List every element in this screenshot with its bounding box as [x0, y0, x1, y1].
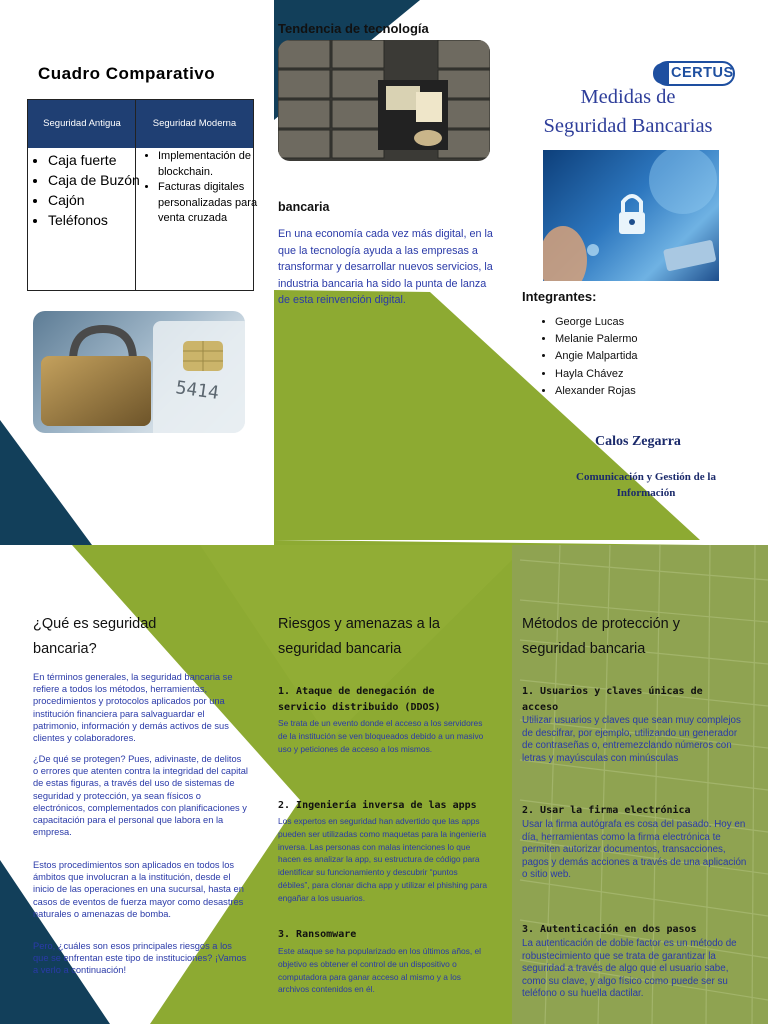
- method-2-text: Usar la firma autógrafa es cosa del pasado. Hoy en día, herramientas como la firma electrónica te permiten autorizar documentos, transacciones, pagos y demás acciones a través de una aplicación o sitio web.: [522, 819, 747, 881]
- list-item: • George Lucas: [555, 314, 638, 331]
- table-header-old: Seguridad Antigua: [43, 118, 121, 129]
- members-list: [537, 314, 638, 400]
- list-item: • Cajón: [48, 190, 148, 210]
- panel2-heading-top: Tendencia de tecnología: [278, 21, 429, 36]
- method-1-text: Utilizar usuarios y claves que sean muy complejos de descifrar, por ejemplo, utilizando un generador de contraseñas o, entremezclando números con letras y mayúsculas con minúsculas: [522, 715, 741, 764]
- brochure-title-line2: Seguridad Bancarias: [543, 115, 713, 137]
- risk-1-text: Se trata de un evento donde el acceso a los servidores de la institución se ven bloqueados debido a un masivo uso y peticiones de acceso a los mismos.: [278, 718, 484, 754]
- padlock-card-image: [33, 311, 245, 433]
- table-header-new: Seguridad Moderna: [152, 118, 237, 129]
- teacher-name: Calos Zegarra: [595, 434, 681, 449]
- list-item: • Angie Malpartida: [555, 348, 638, 365]
- panel4-paragraph-2: ¿De qué se protegen? Pues, adivinaste, de delitos o errores que atenten contra la integridad del capital de estas figuras, a través del uso de sistemas de seguridad y protección, ya sean físicos o electrónicos, complementados con planificaciones y capacitación para el personal que labora en la empresa.: [33, 754, 248, 838]
- panel4-paragraph-3: Estos procedimientos son aplicados en todos los ámbitos que involucran a la institución, desde el inicio de las operaciones en una sucursal, hasta en casos de eventos de fuerza mayor como desastres naturales o amenazas de bomba.: [33, 860, 244, 919]
- members-heading: Integrantes:: [522, 289, 597, 304]
- panel4-paragraph-1: En términos generales, la seguridad bancaria se refiere a todos los métodos, herramientas, procedimientos y protocolos aplicados por una institución financiera para salvaguardar el patrimonio, información y demás activos de sus clientes y colaboradores.: [33, 672, 233, 744]
- panel2-paragraph: En una economía cada vez más digital, en la que la tecnología ayuda a las empresas a transformar y desarrollar nuevos servicios, la industria bancaria ha sido la punta de lanza de esta reinvención digital.: [278, 228, 493, 306]
- certus-logo: [655, 61, 735, 86]
- method-3-text: La autenticación de doble factor es un método de robustecimiento que se trata de garantizar la seguridad a través de algo que el usuario sabe, como su clave, y algo físico como puede ser su teléfono o su huella dactilar.: [522, 938, 737, 1000]
- list-item: • Caja de Buzón: [48, 170, 148, 190]
- panel4-heading: ¿Qué es seguridad bancaria?: [33, 616, 157, 657]
- panel1-title: Cuadro Comparativo: [38, 64, 216, 83]
- method-3-title: 3. Autenticación en dos pasos: [522, 924, 697, 935]
- panel2-heading-bottom: bancaria: [278, 200, 330, 214]
- svg-text:5414: 5414: [174, 377, 221, 404]
- panel2-green-bottom: [274, 540, 705, 545]
- certus-logo-text: CERTUS: [671, 65, 734, 81]
- brochure-title-line1: Medidas de: [580, 86, 676, 108]
- list-item: • Hayla Chávez: [555, 366, 638, 383]
- list-item: • Teléfonos: [48, 210, 148, 230]
- course-line1: Comunicación y Gestión de la: [576, 471, 716, 483]
- old-security-list: [30, 150, 148, 230]
- cyber-security-image: [543, 150, 719, 281]
- list-item: • Alexander Rojas: [555, 383, 638, 400]
- panel5-heading: Riesgos y amenazas a la seguridad bancaria: [278, 616, 440, 657]
- course-line2: Información: [616, 487, 676, 499]
- risk-2-title: 2. Ingeniería inversa de las apps: [278, 800, 477, 811]
- risk-2-text: Los expertos en seguridad han advertido que las apps pueden ser utilizadas como maquetas para la ingeniería inversa. Las personas con malas intenciones lo que hacen es analizar la app, su estructura de código para identificar su funcionamiento y descubrir “puntos débiles”, para clonar dicha app y utilizar el phishing para engañar a los usuarios.: [278, 816, 488, 903]
- modern-security-list: [140, 149, 266, 227]
- list-item: • Melanie Palermo: [555, 331, 638, 348]
- safe-deposit-image: [278, 40, 490, 161]
- certus-logo-swoosh: [653, 63, 669, 84]
- list-item: • Facturas digitales personalizadas para venta cruzada: [158, 180, 266, 227]
- method-1-title: 1. Usuarios y claves únicas de acceso: [522, 686, 703, 713]
- risk-1-title: 1. Ataque de denegación de servicio distribuido (DDOS): [278, 686, 441, 713]
- panel6-heading: Métodos de protección y seguridad bancaria: [522, 616, 680, 657]
- risk-3-text: Este ataque se ha popularizado en los últimos años, el objetivo es obtener el control de un dispositivo o computadora para ganar acceso al mismo y a los archivos contenidos en él.: [278, 946, 481, 995]
- list-item: • Implementación de blockchain.: [158, 149, 266, 180]
- panel1-navy-corner: [0, 420, 92, 545]
- list-item: • Caja fuerte: [48, 150, 148, 170]
- comparison-table: [27, 99, 258, 291]
- method-2-title: 2. Usar la firma electrónica: [522, 805, 691, 816]
- panel4-paragraph-4: Pero, ¿cuáles son esos principales riesgos a los que se enfrentan este tipo de instituciones? ¡Vamos a verlo a continuación!: [33, 941, 247, 976]
- risk-3-title: 3. Ransomware: [278, 929, 357, 940]
